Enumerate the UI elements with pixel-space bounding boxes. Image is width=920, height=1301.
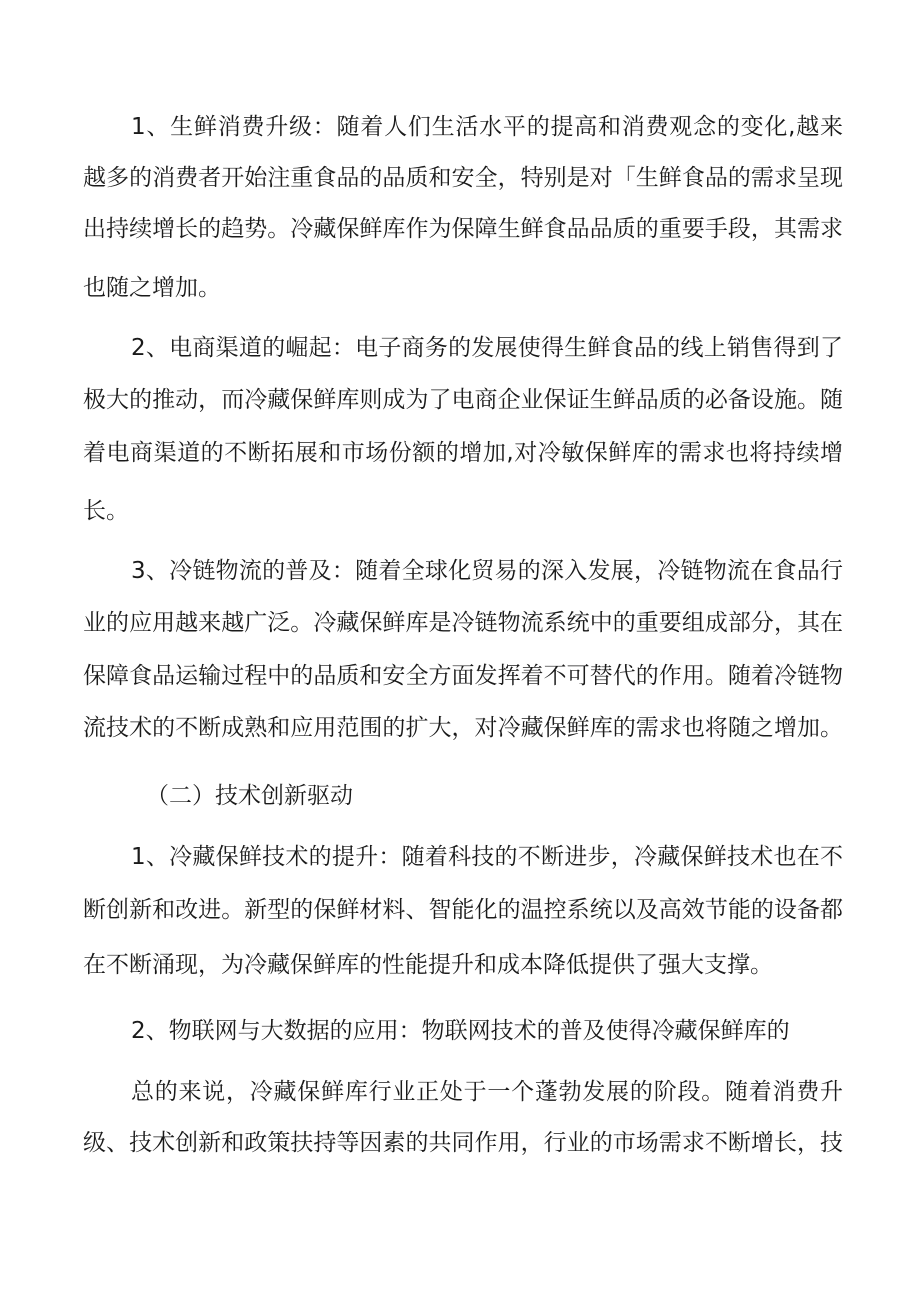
text-line: 着电商渠道的不断拓展和市场份额的增加,对冷敏保鲜库的需求也将持续增 [83, 440, 843, 466]
text-line: 越多的消费者开始注重食品的品质和安全，特别是对「生鲜食品的需求呈现 [83, 165, 843, 191]
text-line: 2、物联网与大数据的应用：物联网技术的普及使得冷藏保鲜库的 [131, 1018, 790, 1044]
text-line: 1、冷藏保鲜技术的提升：随着科技的不断进步，冷藏保鲜技术也在不 [131, 844, 843, 870]
text-line: 极大的推动，而冷藏保鲜库则成为了电商企业保证生鲜品质的必备设施。随 [83, 387, 843, 413]
text-line: 也随之增加。 [83, 275, 221, 301]
text-line: 1、生鲜消费升级：随着人们生活水平的提高和消费观念的变化,越来 [131, 114, 843, 140]
text-line: 2、电商渠道的崛起：电子商务的发展使得生鲜食品的线上销售得到了 [131, 335, 843, 361]
text-line: 断创新和改进。新型的保鲜材料、智能化的温控系统以及高效节能的设备都 [83, 897, 843, 923]
text-line: 长。 [83, 498, 129, 524]
text-line: 在不断涌现，为冷藏保鲜库的性能提升和成本降低提供了强大支撑。 [83, 952, 773, 978]
text-line: 保障食品运输过程中的品质和安全方面发挥着不可替代的作用。随着冷链物 [83, 663, 843, 689]
section-heading: （二）技术创新驱动 [146, 783, 353, 809]
text-line: 3、冷链物流的普及：随着全球化贸易的深入发展，冷链物流在食品行 [131, 558, 843, 584]
text-line: 出持续增长的趋势。冷藏保鲜库作为保障生鲜食品品质的重要手段，其需求 [83, 216, 843, 242]
text-line: 业的应用越来越广泛。冷藏保鲜库是冷链物流系统中的重要组成部分，其在 [83, 610, 843, 636]
text-line: 总的来说，冷藏保鲜库行业正处于一个蓬勃发展的阶段。随着消费升 [131, 1079, 843, 1105]
text-line: 流技术的不断成熟和应用范围的扩大，对冷藏保鲜库的需求也将随之增加。 [83, 715, 843, 741]
text-line: 级、技术创新和政策扶持等因素的共同作用，行业的市场需求不断增长，技 [83, 1130, 843, 1156]
